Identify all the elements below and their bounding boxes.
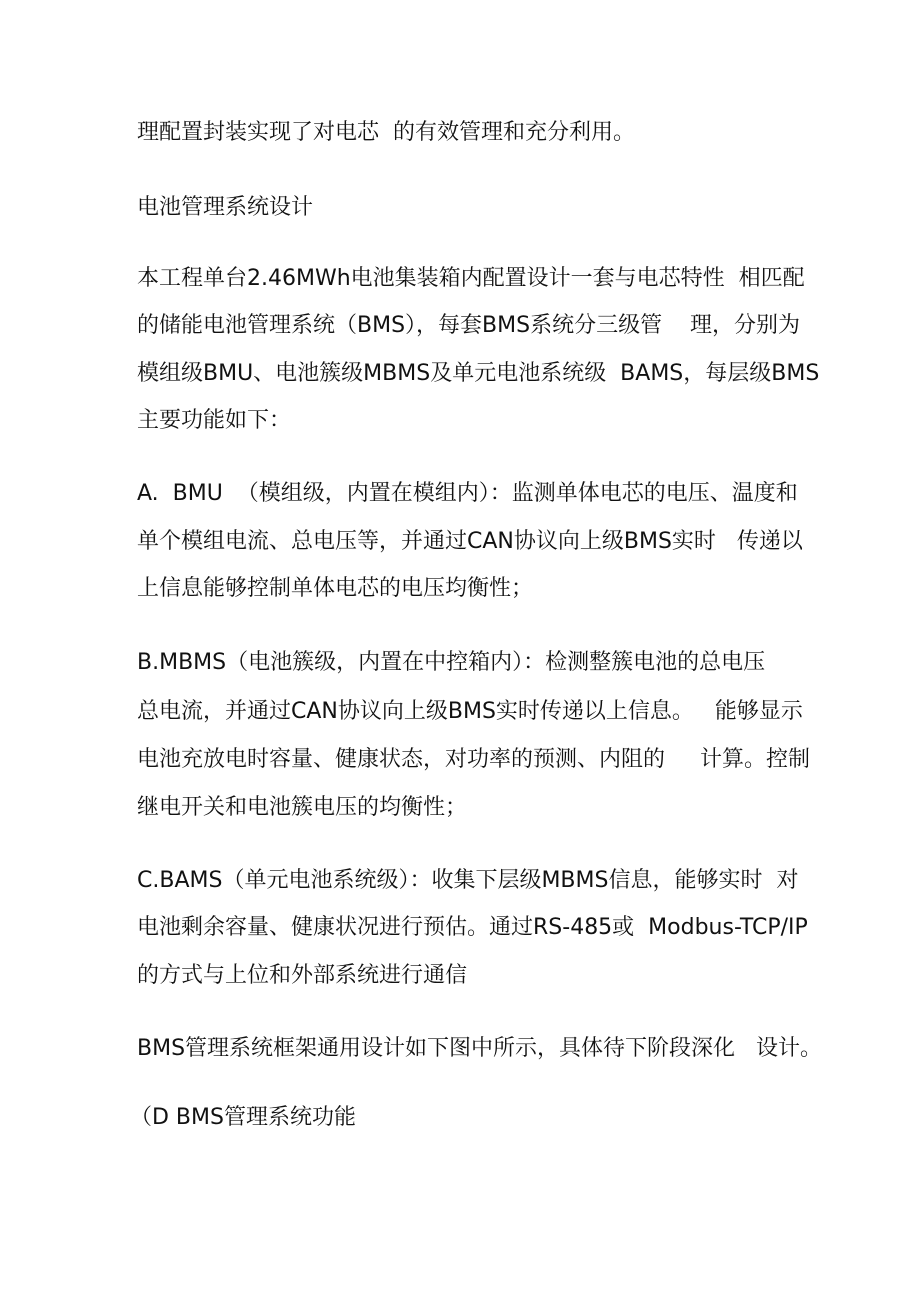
paragraph-line: 的方式与上位和外部系统进行通信 bbox=[137, 963, 468, 988]
paragraph-line: BMS管理系统框架通用设计如下图中所示，具体待下阶段深化 设计。 bbox=[137, 1036, 823, 1061]
paragraph-line: 继电开关和电池簇电压的均衡性； bbox=[137, 795, 468, 820]
paragraph-line: 上信息能够控制单体电芯的电压均衡性； bbox=[137, 576, 534, 601]
figure-caption: （D BMS管理系统功能 bbox=[130, 1105, 356, 1130]
paragraph-line: 模组级BMU、电池簇级MBMS及单元电池系统级 BAMS，每层级BMS bbox=[137, 361, 820, 386]
section-heading: 电池管理系统设计 bbox=[137, 195, 314, 220]
paragraph-line: 电池剩余容量、健康状况进行预估。通过RS-485或 Modbus-TCP/IP bbox=[137, 915, 808, 940]
paragraph-line: 的储能电池管理系统（BMS），每套BMS系统分三级管 理，分别为 bbox=[137, 313, 801, 338]
paragraph-line: 主要功能如下： bbox=[137, 408, 292, 433]
paragraph-line: 理配置封装实现了对电芯 的有效管理和充分利用。 bbox=[137, 120, 635, 145]
list-item-mbms: B.MBMS（电池簇级，内置在中控箱内）：检测整簇电池的总电压 bbox=[137, 650, 766, 675]
list-item-bmu: A. BMU （模组级，内置在模组内）：监测单体电芯的电压、温度和 bbox=[137, 481, 798, 506]
paragraph-line: 本工程单台2.46MWh电池集装箱内配置设计一套与电芯特性 相匹配 bbox=[137, 266, 805, 291]
paragraph-line: 电池充放电时容量、健康状态，对功率的预测、内阻的 计算。控制 bbox=[137, 747, 810, 772]
paragraph-line: 总电流，并通过CAN协议向上级BMS实时传递以上信息。 能够显示 bbox=[137, 699, 803, 724]
paragraph-line: 单个模组电流、总电压等，并通过CAN协议向上级BMS实时 传递以 bbox=[137, 529, 803, 554]
list-item-bams: C.BAMS（单元电池系统级）：收集下层级MBMS信息，能够实时 对 bbox=[137, 868, 799, 893]
